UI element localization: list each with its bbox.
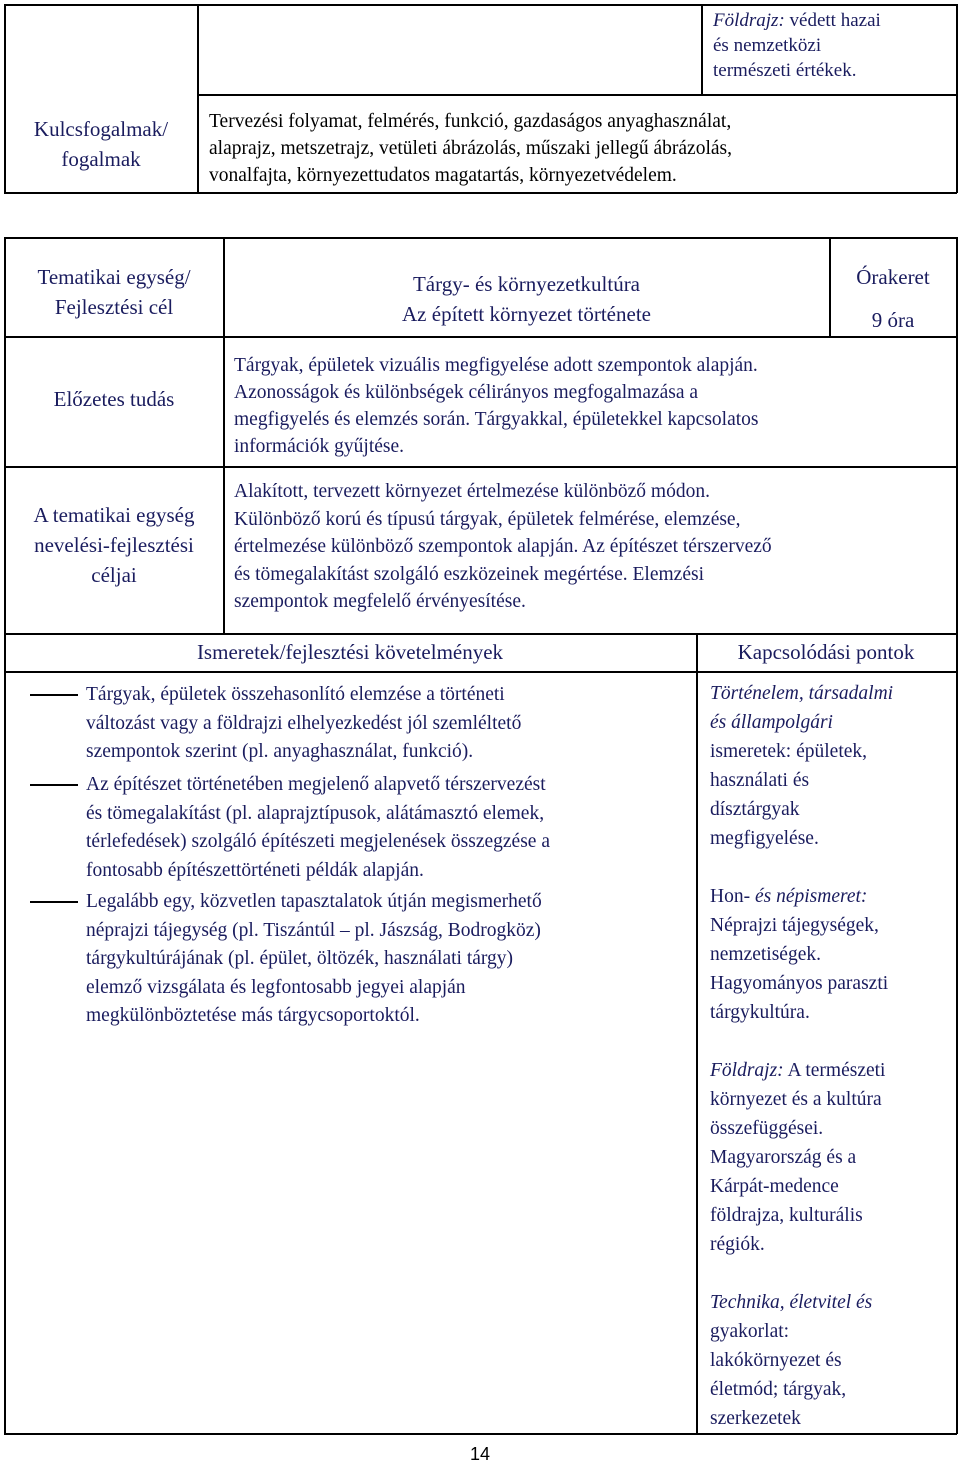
prior-knowledge-label: Előzetes tudás (53, 387, 175, 411)
geography-note-line: természeti értékek. (713, 60, 857, 81)
page-number: 14 (469, 1444, 491, 1464)
connection-technology: Technika, életvitel és gyakorlat: lakókörnyezet és életmód; tárgyak, szerkezetek (710, 1292, 873, 1429)
connections-header: Kapcsolódási pontok (737, 640, 915, 664)
key-concepts-label: Kulcsfogalmak/ fogalmak (33, 117, 169, 171)
hours-label: Órakeret (856, 265, 930, 289)
requirements-header: Ismeretek/fejlesztési követelmények (196, 640, 504, 664)
connection-ethnography: Hon- és népismeret: Néprajzi tájegységek, nemzetiségek. Hagyományos paraszti tárgykultúra. (710, 886, 889, 1023)
prior-knowledge-text: Tárgyak, épületek vizuális megfigyelése adott szempontok alapján. Azonosságok és különbségek célirányos megfogalmazása a megfigyelés és elemzés során. Tárgyakkal, épületekkel kapcsolatos információk gyűjtése. (234, 355, 759, 457)
connections-list (710, 679, 954, 1433)
unit-title: Tárgy- és környezetkultúra Az épített környezet története (402, 272, 651, 326)
key-concepts-text: Tervezési folyamat, felmérés, funkció, gazdaságos anyaghasználat, alaprajz, metszetrajz, vetületi ábrázolás, műszaki jellegű ábrázolás, vonalfajta, környezettudatos magatartás, környezetvédelem. (209, 111, 732, 186)
connection-history: Történelem, társadalmi és állampolgári ismeretek: épületek, használati és dísztárgyak megfigyelése. (710, 683, 894, 849)
goals-text: Alakított, tervezett környezet értelmezése különböző módon. Különböző korú és típusú tárgyak, épületek felmérése, elemzése, értelmezése különböző szempontok alapján. Az építészet térszervező és tömegalakítást szolgáló eszközeinek megértése. Elemzési szempontok megfelelő érvényesítése. (234, 481, 772, 612)
geography-note (713, 8, 953, 83)
geography-note-line: és nemzetközi (713, 35, 822, 56)
unit-label: Tematikai egység/ Fejlesztési cél (37, 265, 191, 319)
geography-note-label: Földrajz: (713, 10, 785, 31)
goals-label: A tematikai egység nevelési-fejlesztési céljai (33, 503, 195, 587)
dash-bullet-icon (30, 901, 78, 903)
hours-value: 9 óra (871, 308, 915, 332)
dash-bullet-icon (30, 784, 78, 786)
connection-geography: Földrajz: A természeti környezet és a kultúra összefüggései. Magyarország és a Kárpát-medence földrajza, kulturális régiók. (710, 1060, 886, 1255)
geography-note-line: védett hazai (789, 10, 881, 31)
dash-bullet-icon (30, 694, 78, 696)
